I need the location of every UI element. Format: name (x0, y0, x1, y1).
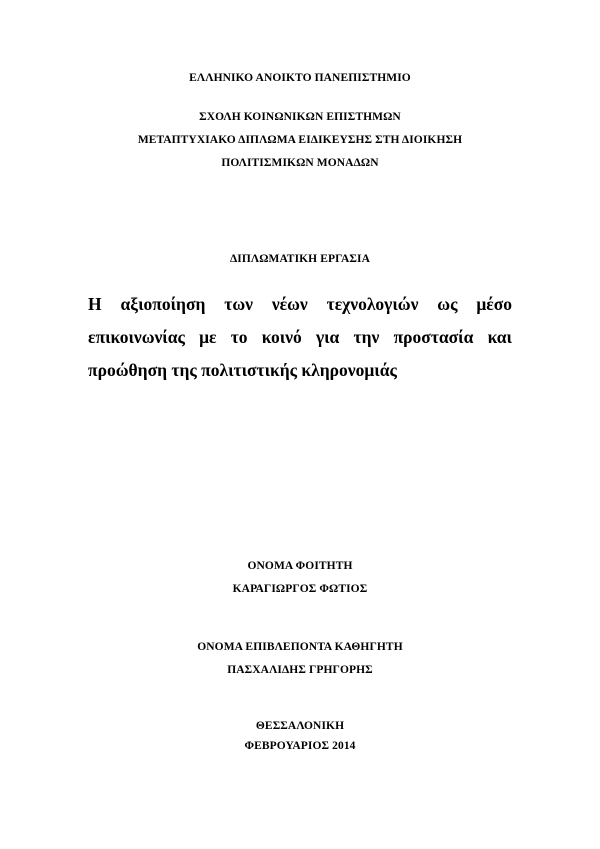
thesis-type: ΔΙΠΛΩΜΑΤΙΚΗ ΕΡΓΑΣΙΑ (229, 253, 371, 265)
city: ΘΕΣΣΑΛΟΝΙΚΗ (255, 720, 345, 732)
student-name: ΚΑΡΑΓΙΩΡΓΟΣ ΦΩΤΙΟΣ (232, 583, 368, 595)
thesis-title-line-2: επικοινωνίας με το κοινό για την προστασία και (88, 327, 512, 347)
supervisor-label: ΟΝΟΜΑ ΕΠΙΒΛΕΠΟΝΤΑ ΚΑΘΗΓΗΤΗ (197, 641, 403, 653)
supervisor-name: ΠΑΣΧΑΛΙΔΗΣ ΓΡΗΓΟΡΗΣ (227, 664, 373, 676)
program-name-line-1: ΜΕΤΑΠΤΥΧΙΑΚΟ ΔΙΠΛΩΜΑ ΕΙΔΙΚΕΥΣΗΣ ΣΤΗ ΔΙΟΙΚΗΣΗ (137, 134, 463, 146)
student-label: ΟΝΟΜΑ ΦΟΙΤΗΤΗ (247, 560, 353, 572)
date: ΦΕΒΡΟΥΑΡΙΟΣ 2014 (244, 740, 356, 752)
thesis-title-line-1: Η αξιοποίηση των νέων τεχνολογιών ως μέσο (88, 294, 512, 314)
thesis-title-line-3: προώθηση της πολιτιστικής κληρονομιάς (88, 360, 397, 380)
program-name-line-2: ΠΟΛΙΤΙΣΜΙΚΩΝ ΜΟΝΑΔΩΝ (221, 157, 379, 169)
thesis-title (88, 288, 512, 387)
school-name: ΣΧΟΛΗ ΚΟΙΝΩΝΙΚΩΝ ΕΠΙΣΤΗΜΩΝ (199, 111, 401, 123)
university-name: ΕΛΛΗΝΙΚΟ ΑΝΟΙΚΤΟ ΠΑΝΕΠΙΣΤΗΜΙΟ (189, 72, 411, 84)
